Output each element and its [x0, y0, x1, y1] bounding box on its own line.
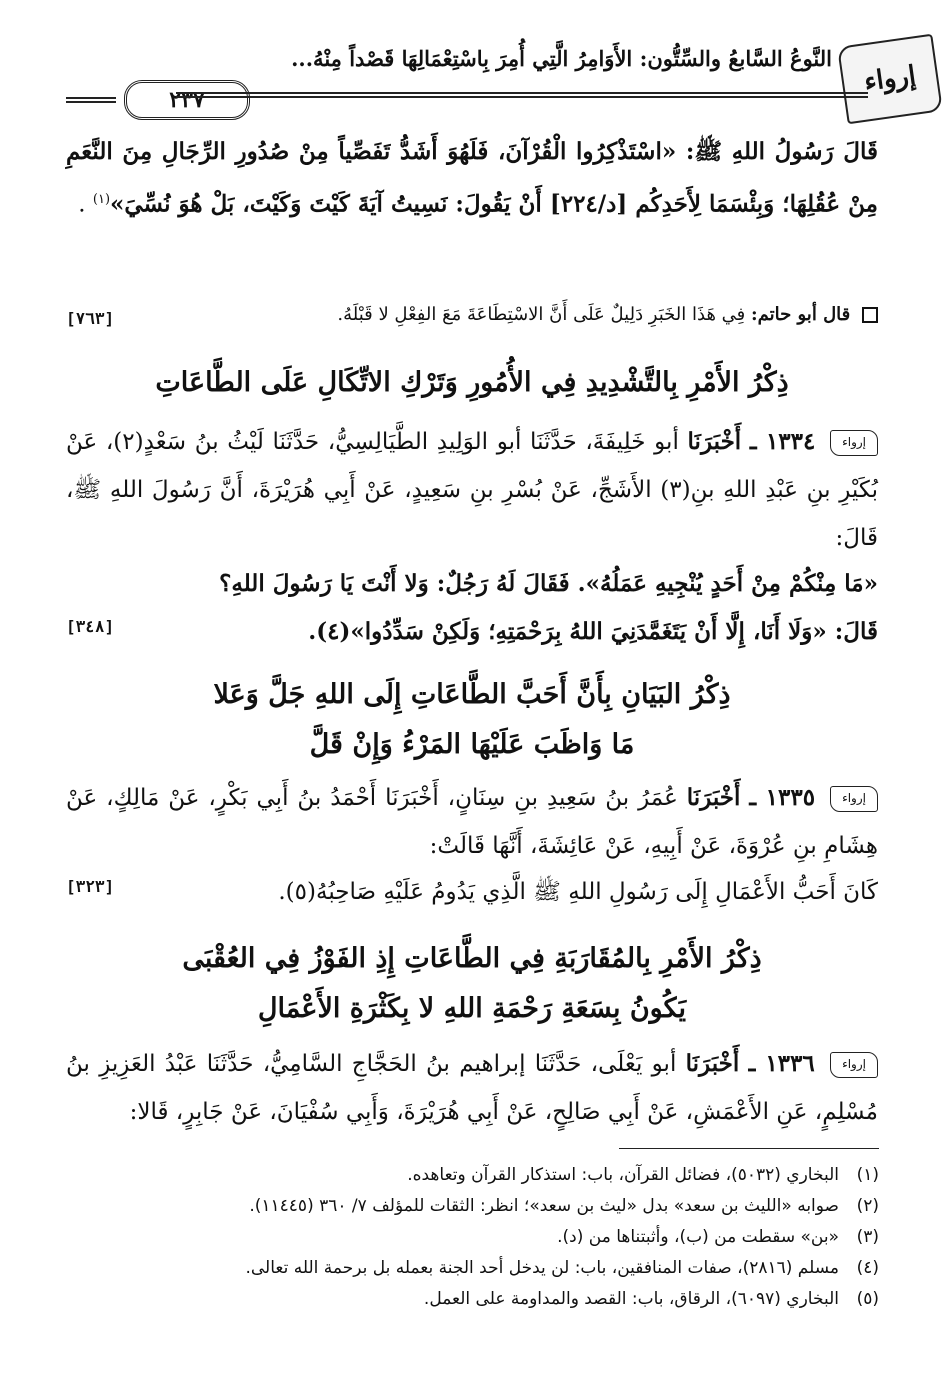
- hadith-1334-matn-1: [66, 560, 878, 608]
- heading-3-line-1: ذِكْرُ الأَمْرِ بِالمُقَارَبَةِ فِي الطَّاعَاتِ إِذِ الفَوْزُ فِي العُقْبَى: [182, 943, 762, 974]
- footnote-number: (٤): [856, 1258, 879, 1278]
- footnote-ref-1: (١): [92, 192, 111, 207]
- footnote-number: (٢): [856, 1196, 879, 1216]
- note-label: قال أبو حاتم:: [751, 304, 851, 325]
- running-title: النَّوعُ السَّابعُ والسِّتُّون: الأَوَامِرُ الَّتِي أُمِرَ بِاسْتِعْمَالِهَا قَصْداً مِنْهُ...: [291, 46, 832, 71]
- section-heading-3: [66, 934, 878, 1034]
- isnad-text: أبو يَعْلَى، حَدَّثَنَا إبراهيم بنُ الحَجَّاجِ السَّامِيُّ، حَدَّثَنَا عَبْدُ العَزِيزِ بنُ مُسْلِمٍ، عَنِ الأَعْمَشِ، عَنْ أَبِي صَالِحٍ، عَنْ أَبِي هُرَيْرَةَ، وَأَبِي سُفْيَانَ، عَنْ جَابِرٍ، قَالا:: [66, 1051, 878, 1125]
- hadith-number: ١٣٣٤ ـ: [749, 428, 816, 455]
- hadith-1-text: قَالَ رَسُولُ اللهِ ﷺ: «اسْتَذْكِرُوا الْقُرْآنَ، فَلَهُوَ أَشَدُّ تَفَصِّياً مِنْ صُدُورِ الرِّجَالِ مِنَ النَّعَمِ مِنْ عُقُلِهَا؛ وَبِئْسَمَا لِأَحَدِكُم [د/٢٢٤] أَنْ يَقُولَ: نَسِيتُ آيَةَ كَيْتَ وَكَيْتَ، بَلْ هُوَ نُسِّيَ»: [66, 138, 878, 218]
- isnad-text: عُمَرُ بنُ سَعِيدِ بنِ سِنَانٍ، أَخْبَرَنَا أَحْمَدُ بنُ أَبِي بَكْرٍ، عَنْ مَالِكٍ، عَنْ هِشَامِ بنِ عُرْوَةَ، عَنْ أَبِيهِ، عَنْ عَائِشَةَ، أَنَّهَا قَالَتْ:: [66, 785, 878, 859]
- ornament-icon: إرواء: [830, 430, 878, 456]
- footnote-4: [67, 1253, 879, 1284]
- footnote-2: [67, 1191, 879, 1222]
- hadith-ref: [٣٤٨]: [66, 617, 115, 636]
- heading-2-line-1: ذِكْرُ البَيَانِ بِأَنَّ أَحَبَّ الطَّاعَاتِ إِلَى اللهِ جَلَّ وَعَلا: [213, 679, 731, 710]
- ornament-icon: إرواء: [830, 1052, 878, 1078]
- ornament-icon: إرواء: [830, 786, 878, 812]
- footnote-text: البخاري (٥٠٣٢)، فضائل القرآن، باب: استذكار القرآن وتعاهده.: [407, 1165, 839, 1185]
- footnote-text: البخاري (٦٠٩٧)، الرقاق، باب: القصد والمداومة على العمل.: [423, 1289, 839, 1309]
- page-number: ٢٣٧: [124, 80, 250, 120]
- footnote-text: صوابه «الليث بن سعد» بدل «ليث بن سعد»؛ انظر: الثقات للمؤلف ٧/ ٣٦٠ (١١٤٤٥).: [249, 1196, 839, 1216]
- note-ref: [٧٦٣]: [66, 309, 115, 328]
- note-text: فِي هَذَا الخَبَرِ دَلِيلٌ عَلَى أَنَّ الاسْتِطَاعَةَ مَعَ الفِعْلِ لا قَبْلَهُ.: [337, 304, 746, 325]
- square-icon: [862, 307, 878, 323]
- matn-line-2: قَالَ: «وَلَا أَنَا، إِلَّا أَنْ يَتَغَمَّدَنِيَ اللهُ بِرَحْمَتِهِ؛ وَلَكِنْ سَدِّدُوا»(٤).: [308, 618, 878, 645]
- page-header: [72, 34, 940, 126]
- hadith-text-1: قَالَ رَسُولُ اللهِ ﷺ: «اسْتَذْكِرُوا الْقُرْآنَ، فَلَهُوَ أَشَدُّ تَفَصِّياً مِنْ صُدُورِ الرِّجَالِ مِنَ النَّعَمِ مِنْ عُقُلِهَا؛ وَبِئْسَمَا لِأَحَدِكُم [د/٢٢٤] أَنْ يَقُولَ: نَسِيتُ آيَةَ كَيْتَ وَكَيْتَ، بَلْ هُوَ نُسِّيَ»$^{(١)}$ .: [66, 138, 878, 218]
- hadith-1336: [66, 1040, 878, 1136]
- footnote-number: (١): [856, 1165, 879, 1185]
- footnote-1: [67, 1160, 879, 1191]
- header-rule: [176, 92, 868, 94]
- ornament-badge: إرواء: [837, 34, 943, 125]
- akhbarana: أَخْبَرَنَا: [687, 428, 742, 455]
- footnotes: [67, 1160, 879, 1315]
- akhbarana: أَخْبَرَنَا: [685, 1050, 740, 1077]
- footnote-5: [67, 1284, 879, 1315]
- heading-3-line-2: يَكُونُ بِسَعَةِ رَحْمَةِ اللهِ لا بِكَثْرَةِ الأَعْمَالِ: [257, 993, 687, 1024]
- heading-2-line-2: مَا وَاظَبَ عَلَيْهَا المَرْءُ وَإِنْ قَلَّ: [309, 729, 635, 760]
- akhbarana: أَخْبَرَنَا: [686, 784, 741, 811]
- hadith-1334: [66, 418, 878, 562]
- hadith-number: ١٣٣٦ ـ: [748, 1050, 815, 1077]
- isnad-text: أبو خَلِيفَةَ، حَدَّثَنَا أبو الوَلِيدِ الطَّيَالِسِيُّ، حَدَّثَنَا لَيْثُ بنُ سَعْدٍ(٢)، عَنْ بُكَيْرِ بنِ عَبْدِ اللهِ بنِ(٣) الأَشَجِّ، عَنْ بُسْرِ بنِ سَعِيدٍ، عَنْ أَبِي هُرَيْرَةَ، أَنَّ رَسُولَ اللهِ ﷺ، قَالَ:: [66, 429, 878, 551]
- section-heading-2: [66, 670, 878, 770]
- matn-line-1: «مَا مِنْكُمْ مِنْ أَحَدٍ يُنْجِيهِ عَمَلُهُ». فَقَالَ لَهُ رَجُلٌ: وَلا أَنْتَ يَا رَسُولَ اللهِ؟: [219, 570, 878, 597]
- footnote-number: (٣): [856, 1227, 879, 1247]
- header-rule-2: [176, 96, 868, 98]
- matn-text: كَانَ أَحَبُّ الأَعْمَالِ إِلَى رَسُولِ اللهِ ﷺ الَّذِي يَدُومُ عَلَيْهِ صَاحِبُهُ(٥).: [278, 879, 878, 905]
- footnote-separator: [619, 1148, 879, 1149]
- header-rule-left-2: [66, 101, 116, 103]
- hadith-1335: [66, 774, 878, 870]
- hadith-number: ١٣٣٥ ـ: [749, 784, 816, 811]
- hadith-1334-matn-2: [66, 608, 878, 656]
- footnote-3: [67, 1222, 879, 1253]
- abu-hatim-note: [66, 300, 878, 330]
- hadith-1335-matn: [66, 868, 878, 916]
- footnote-text: مسلم (٢٨١٦)، صفات المنافقين، باب: لن يدخل أحد الجنة بعمله بل برحمة الله تعالى.: [245, 1258, 839, 1278]
- section-heading-1: ذِكْرُ الأَمْرِ بِالتَّشْدِيدِ فِي الأُمُورِ وَتَرْكِ الاتِّكَالِ عَلَى الطَّاعَاتِ: [155, 367, 789, 398]
- footnote-text: «بن» سقطت من (ب)، وأثبتناها من (د).: [557, 1227, 839, 1247]
- hadith-ref: [٣٢٣]: [66, 877, 115, 896]
- footnote-number: (٥): [856, 1289, 879, 1309]
- header-rule-left: [66, 97, 116, 99]
